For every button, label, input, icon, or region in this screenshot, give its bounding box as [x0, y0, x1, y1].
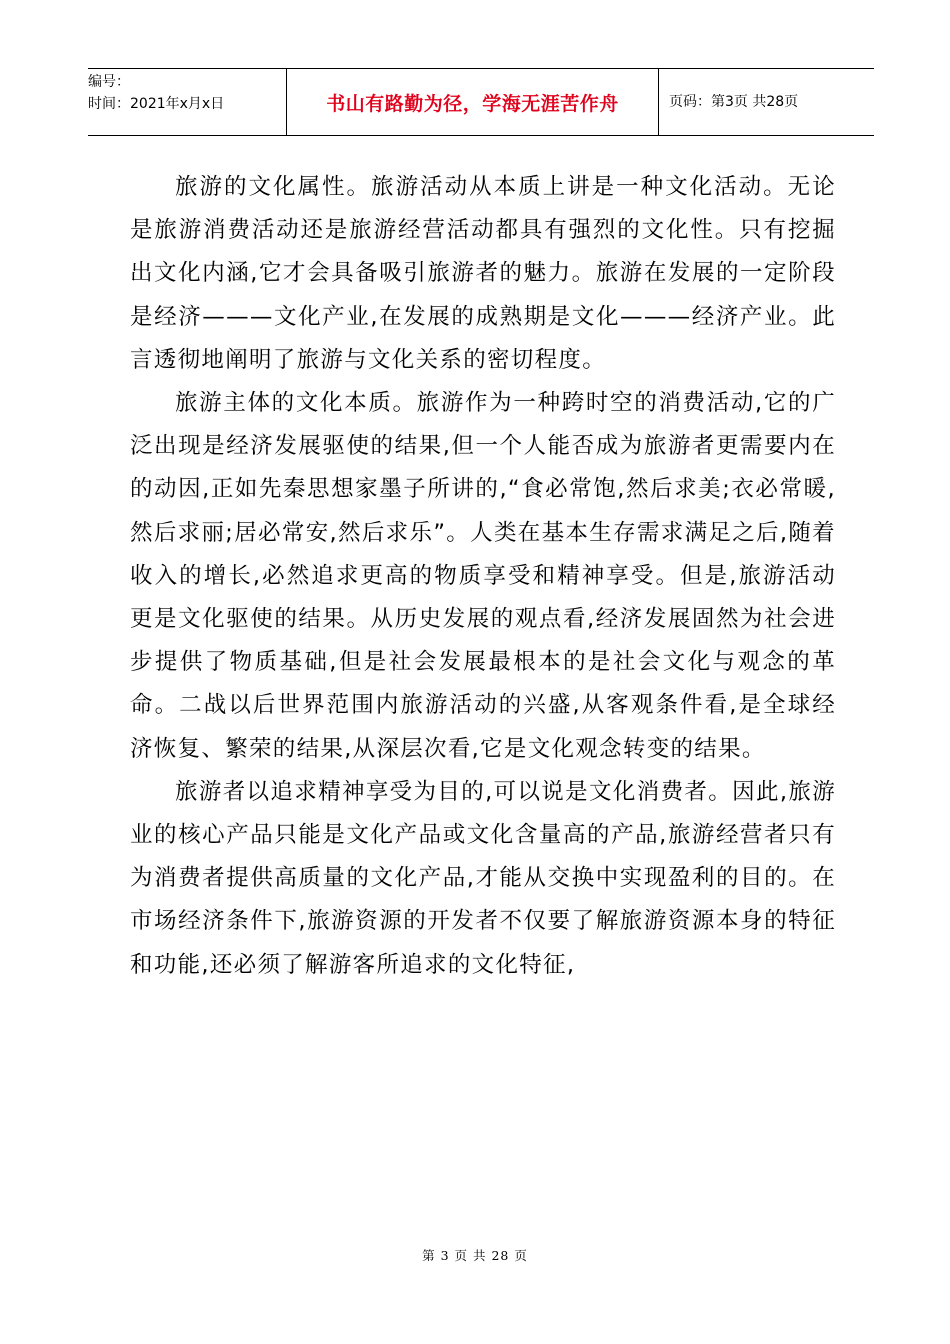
page-footer: 第 3 页 共 28 页	[422, 1248, 528, 1263]
header-meta-cell	[88, 69, 287, 135]
header-motto: 书山有路勤为径，学海无涯苦作舟	[326, 92, 619, 115]
page-header	[88, 68, 874, 136]
body-paragraph-1: 旅游的文化属性。旅游活动从本质上讲是一种文化活动。无论是旅游消费活动还是旅游经营活动都具有强烈的文化性。只有挖掘出文化内涵,它才会具备吸引旅游者的魅力。旅游在发展的一定阶段是经济———文化产业,在发展的成熟期是文化———经济产业。此言透彻地阐明了旅游与文化关系的密切程度。	[130, 174, 836, 373]
document-number-label: 编号：	[88, 74, 130, 90]
body-paragraph-2: 旅游主体的文化本质。旅游作为一种跨时空的消费活动,它的广泛出现是经济发展驱使的结果,但一个人能否成为旅游者更需要内在的动因,正如先秦思想家墨子所讲的,“食必常饱,然后求美;衣必常暖,然后求丽;居必常安,然后求乐”。人类在基本生存需求满足之后,随着收入的增长,必然追求更高的物质享受和精神享受。但是,旅游活动更是文化驱使的结果。从历史发展的观点看,经济发展固然为社会进步提供了物质基础,但是社会发展最根本的是社会文化与观念的革命。二战以后世界范围内旅游活动的兴盛,从客观条件看,是全球经济恢复、繁荣的结果,从深层次看,它是文化观念转变的结果。	[130, 390, 836, 762]
header-page-info: 页码：第3页 共28页	[669, 94, 799, 110]
document-time-label: 时间：2021年x月x日	[88, 96, 225, 112]
body-paragraph-3: 旅游者以追求精神享受为目的,可以说是文化消费者。因此,旅游业的核心产品只能是文化产品或文化含量高的产品,旅游经营者只有为消费者提供高质量的文化产品,才能从交换中实现盈利的目的。在市场经济条件下,旅游资源的开发者不仅要了解旅游资源本身的特征和功能,还必须了解游客所追求的文化特征,	[130, 778, 836, 978]
header-motto-cell	[287, 69, 659, 135]
header-page-cell	[659, 69, 874, 135]
document-body	[130, 166, 836, 987]
